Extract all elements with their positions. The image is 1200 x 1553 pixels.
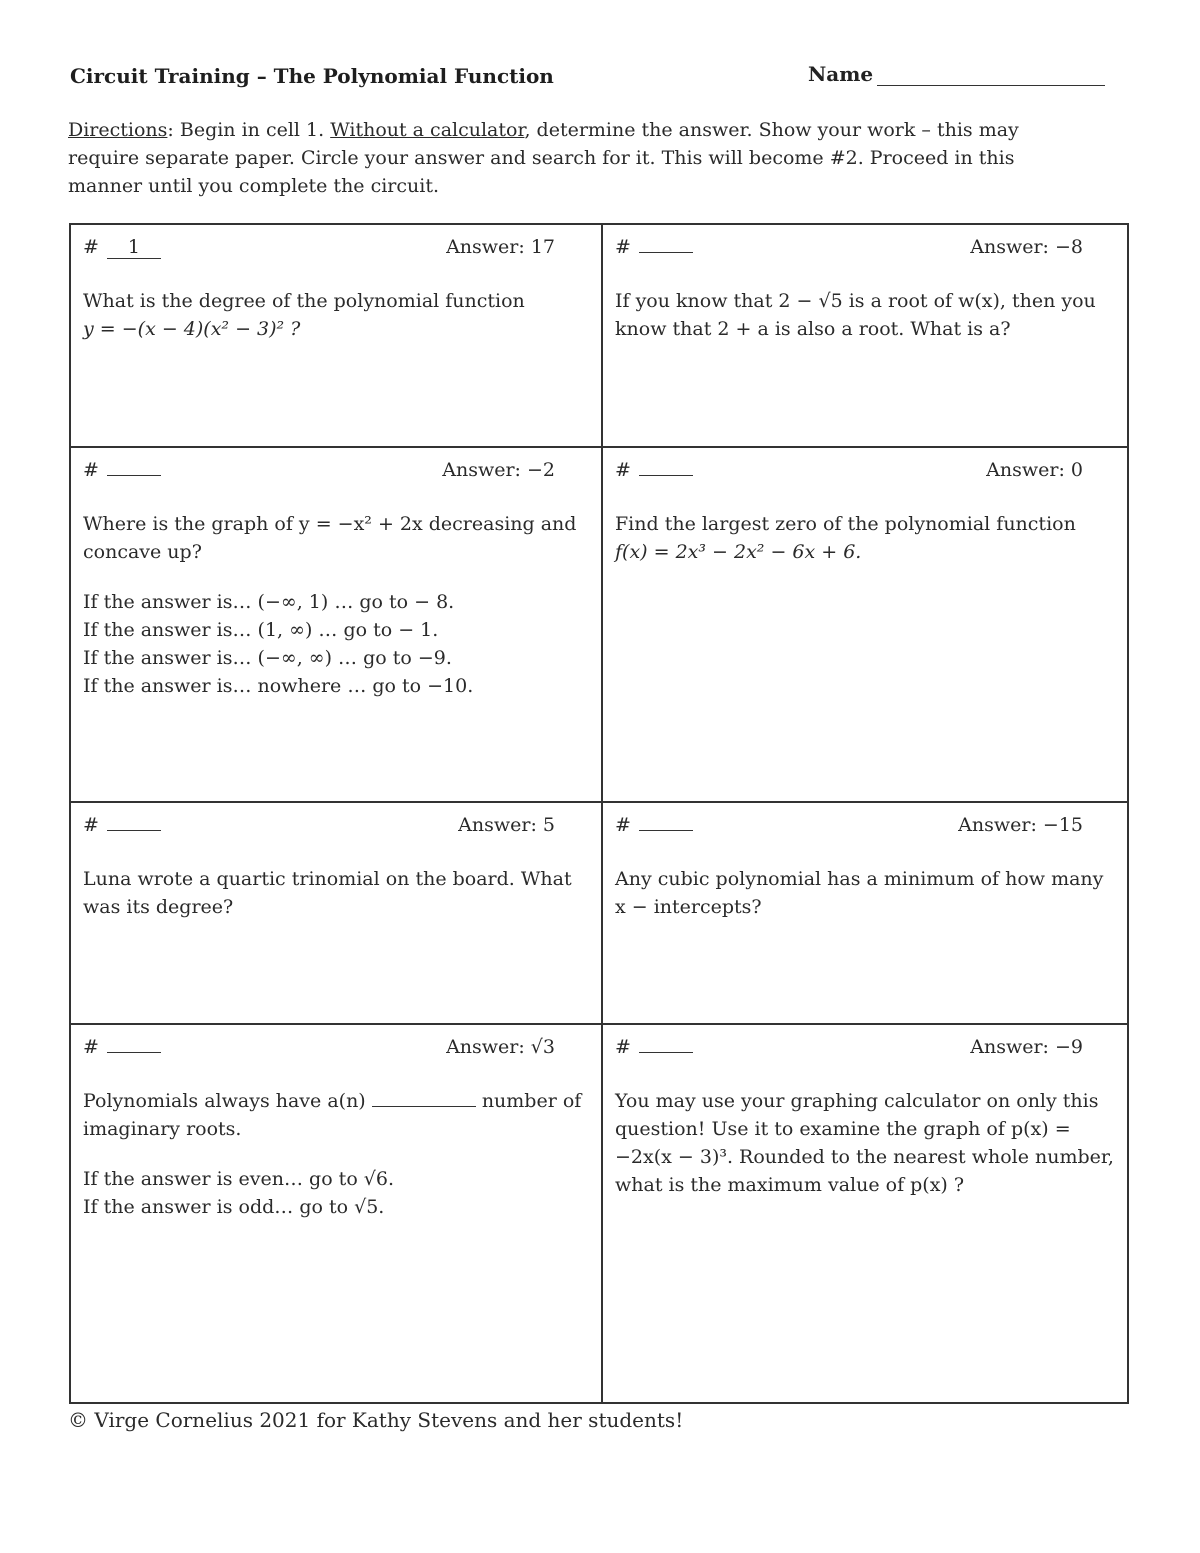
cell-question [83, 1087, 589, 1143]
cell-number-blank[interactable] [107, 830, 161, 831]
page-title: Circuit Training – The Polynomial Function [70, 64, 554, 88]
cell-question: You may use your graphing calculator on only this question! Use it to examine the graph of p(x) = −2x(x − 3)³. Rounded to the nearest whole number, what is the maximum value of p(x) ? [615, 1090, 1114, 1196]
cell-answer: Answer: −15 [958, 814, 1083, 836]
cell-number-blank[interactable] [639, 1052, 693, 1053]
fill-in-blank[interactable] [372, 1088, 476, 1107]
cell-answer: Answer: −9 [970, 1036, 1083, 1058]
cell-number-blank[interactable] [639, 252, 693, 253]
directions-emphasis: Without a calculator [330, 119, 525, 141]
directions-text-1: : Begin in cell 1. [167, 119, 331, 141]
cell-number-label: # [615, 459, 631, 481]
cell-formula: y = −(x − 4)(x² − 3)² ? [83, 318, 301, 340]
circuit-cell [603, 1025, 1129, 1402]
name-field [808, 62, 1105, 86]
cell-question: Where is the graph of y = −x² + 2x decreasing and concave up? [83, 513, 577, 563]
cell-number-blank[interactable] [107, 1052, 161, 1053]
cell-number-label: # [615, 814, 631, 836]
circuit-cell [71, 803, 601, 1023]
circuit-cell [603, 448, 1129, 801]
answer-option: If the answer is odd… go to √5. [83, 1196, 385, 1218]
cell-formula: f(x) = 2x³ − 2x² − 6x + 6. [615, 541, 862, 563]
answer-options [83, 588, 589, 700]
cell-question: Luna wrote a quartic trinomial on the board. What was its degree? [83, 868, 572, 918]
cell-number-label: # [83, 459, 99, 481]
cell-question: If you know that 2 − √5 is a root of w(x), then you know that 2 + a is also a root. What is a? [615, 290, 1096, 340]
cell-number-blank[interactable] [639, 830, 693, 831]
cell-question: Find the largest zero of the polynomial function [615, 513, 1076, 535]
copyright-footer: © Virge Cornelius 2021 for Kathy Stevens and her students! [68, 1408, 684, 1432]
cell-answer: Answer: −2 [442, 459, 555, 481]
cell-number-label: # [615, 1036, 631, 1058]
cell-answer: Answer: 5 [458, 814, 555, 836]
circuit-cell [71, 448, 601, 801]
question-text-after-blank: number of imaginary roots. [83, 1090, 582, 1140]
cell-answer: Answer: 0 [986, 459, 1083, 481]
directions-label: Directions [68, 119, 168, 141]
directions-paragraph [68, 116, 1078, 200]
circuit-cell [71, 1025, 601, 1402]
cell-number-blank[interactable] [639, 475, 693, 476]
cell-number-blank[interactable] [107, 475, 161, 476]
cell-answer: Answer: √3 [446, 1036, 555, 1058]
cell-number-label: # [615, 236, 631, 258]
answer-option: If the answer is… (−∞, ∞) … go to −9. [83, 647, 452, 669]
name-label: Name [808, 62, 874, 86]
cell-question: Any cubic polynomial has a minimum of how many x − intercepts? [615, 868, 1104, 918]
answer-option: If the answer is… nowhere … go to −10. [83, 675, 474, 697]
cell-number-label: # [83, 1036, 99, 1058]
cell-number-label: # [83, 814, 99, 836]
answer-option: If the answer is… (1, ∞) … go to − 1. [83, 619, 439, 641]
circuit-cell [603, 225, 1129, 446]
answer-option: If the answer is… (−∞, 1) … go to − 8. [83, 591, 455, 613]
cell-number-label: # [83, 236, 99, 258]
cell-answer: Answer: 17 [446, 236, 555, 258]
circuit-grid [69, 223, 1129, 1404]
name-blank-line[interactable] [877, 65, 1105, 86]
question-text-before-blank: Polynomials always have a(n) [83, 1090, 366, 1112]
cell-question: What is the degree of the polynomial function [83, 290, 525, 312]
cell-number-blank[interactable]: 1 [107, 236, 161, 259]
answer-options [83, 1165, 589, 1221]
cell-answer: Answer: −8 [970, 236, 1083, 258]
circuit-cell [71, 225, 601, 446]
answer-option: If the answer is even… go to √6. [83, 1168, 395, 1190]
circuit-cell [603, 803, 1129, 1023]
directions-text-2: , determine the answer. Show your work – this may require separate paper. Circle your answer and search for it. This will become #2. Proceed in this manner until you complete the circuit. [68, 119, 1019, 197]
